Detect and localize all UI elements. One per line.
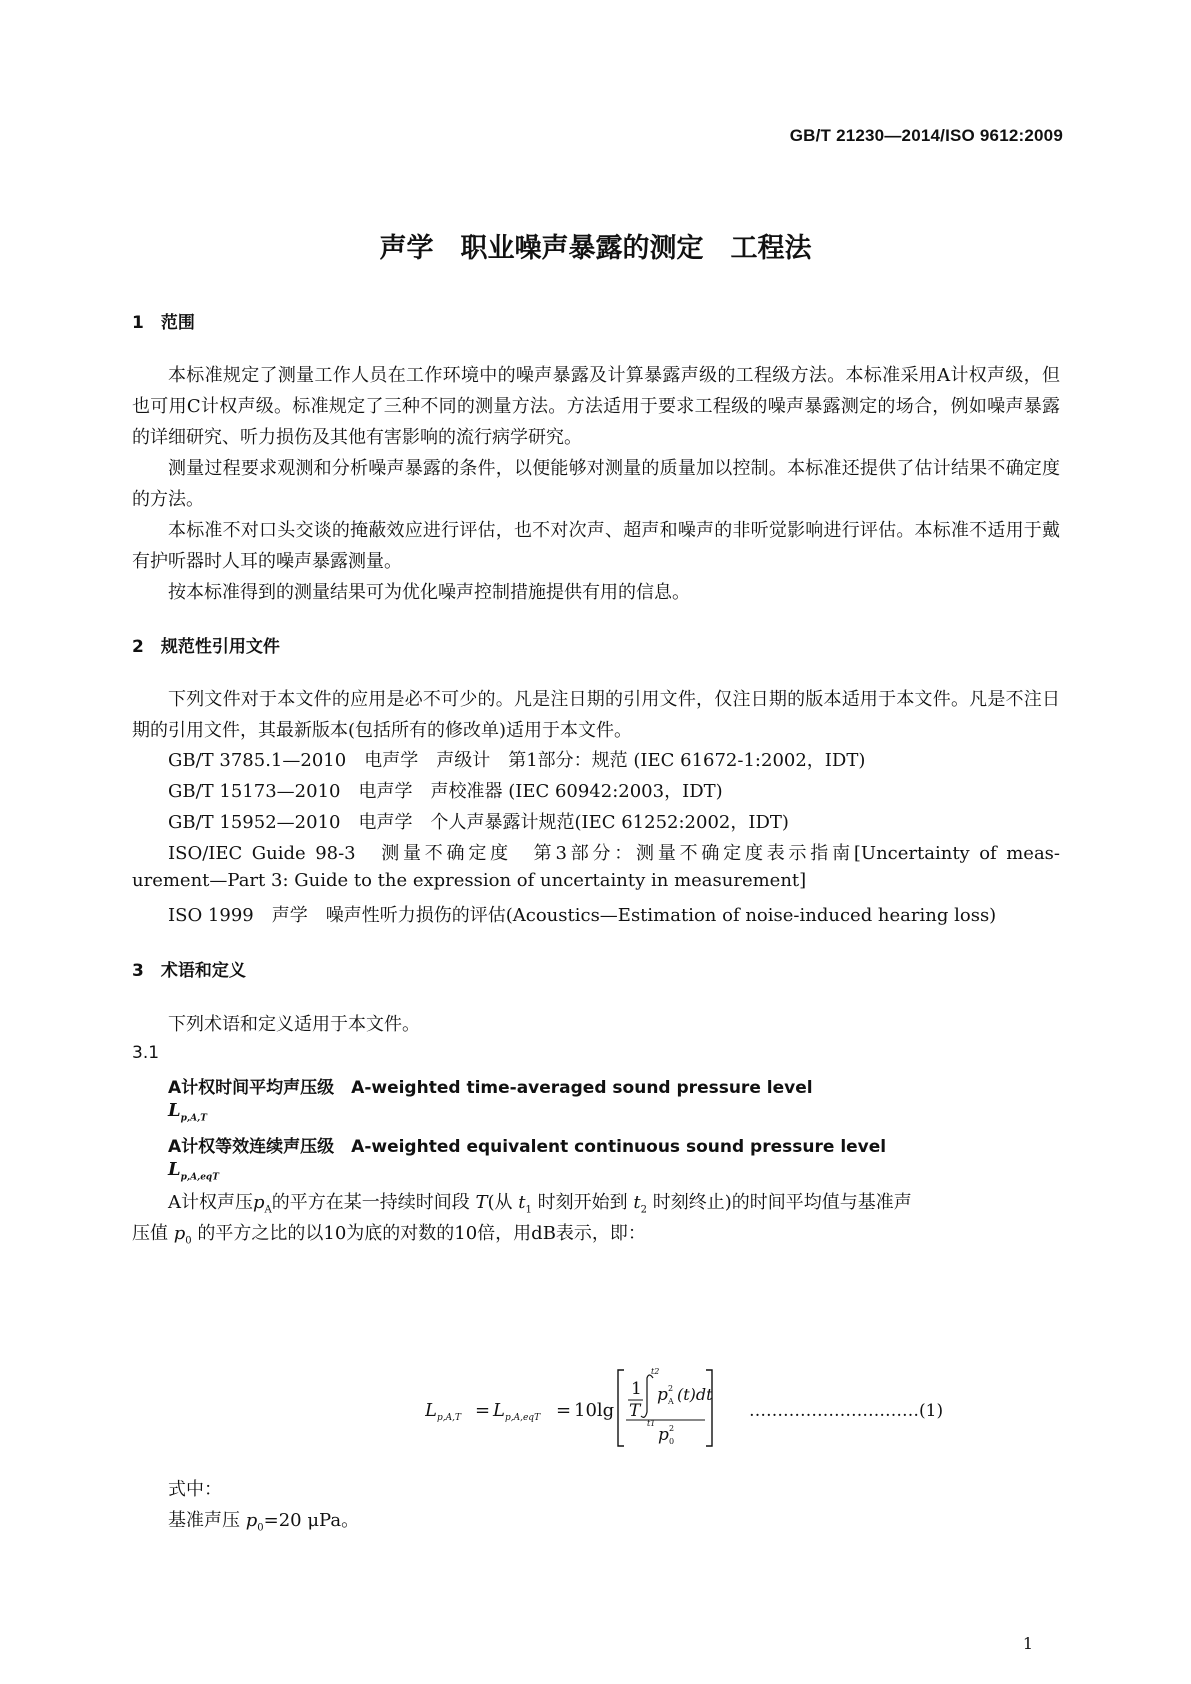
- term-number: 3.1: [132, 1043, 160, 1063]
- section-2-intro: 下列文件对于本文件的应用是必不可少的。凡是注日期的引用文件，仅注日期的版本适用于本文件。凡是不注日期的引用文件，其最新版本(包括所有的修改单)适用于本文件。: [132, 689, 1060, 741]
- equation-1: [425, 1364, 1085, 1452]
- formula-subscript: p,A,eqT: [505, 1413, 541, 1423]
- standard-code: GB/T 21230—2014/ISO 9612:2009: [789, 126, 1063, 145]
- formula-equals: =: [556, 1400, 572, 1421]
- reference-item: GB/T 15952—2010 电声学 个人声暴露计规范(IEC 61252:2002，IDT): [168, 812, 789, 833]
- section-1-paragraph-3: 本标准不对口头交谈的掩蔽效应进行评估，也不对次声、超声和噪声的非听觉影响进行评估。本标准不适用于戴有护听器时人耳的噪声暴露测量。: [132, 520, 1060, 572]
- integrand-argument: (t)dt: [677, 1385, 713, 1404]
- term-definition-line-2: 压值 $p_0$ 的平方之比的以10为底的对数的10倍，用dB表示，即：: [132, 1223, 646, 1247]
- term-name: A计权等效连续声压级 A-weighted equivalent continuous sound pressure level: [168, 1137, 887, 1157]
- reference-item: ISO/IEC Guide 98-3 测量不确定度 第3部分：测量不确定度表示指南[Uncertainty of meas-: [168, 843, 1060, 864]
- formula-equals: =: [475, 1400, 491, 1421]
- denominator-subscript: 0: [669, 1437, 675, 1446]
- reference-item: GB/T 3785.1—2010 电声学 声级计 第1部分：规范 (IEC 61672-1:2002，IDT): [168, 750, 866, 771]
- reference-item: ISO 1999 声学 噪声性听力损伤的评估(Acoustics—Estimation of noise-induced hearing loss): [168, 905, 997, 926]
- integral-upper-limit: t2: [651, 1367, 660, 1376]
- integral-lower-limit: t1: [647, 1419, 656, 1428]
- integrand: p: [657, 1385, 668, 1405]
- denominator-superscript: 2: [669, 1424, 675, 1433]
- term-definition-line-1: A计权声压$p_A$的平方在某一持续时间段 T(从 $t_1$ 时刻开始到 $t_2$ 时刻终止)的时间平均值与基准声: [168, 1192, 912, 1216]
- left-bracket: [618, 1370, 624, 1446]
- formula-symbol: L: [493, 1400, 505, 1421]
- equation-number: …………………………(1): [749, 1401, 944, 1421]
- section-1-paragraph-4: 按本标准得到的测量结果可为优化噪声控制措施提供有用的信息。: [168, 582, 690, 603]
- section-3-heading: 3 术语和定义: [132, 961, 246, 981]
- document-title: 声学 职业噪声暴露的测定 工程法: [379, 233, 812, 264]
- formula-subscript: p,A,T: [437, 1413, 461, 1423]
- reference-item-continuation: urement—Part 3: Guide to the expression of uncertainty in measurement]: [132, 870, 807, 891]
- term-name: A计权时间平均声压级 A-weighted time-averaged sound pressure level: [168, 1078, 813, 1098]
- term-symbol: $L_{p,A,T}$: [168, 1100, 207, 1124]
- denominator: p: [658, 1425, 669, 1445]
- integrand-subscript: A: [668, 1397, 674, 1406]
- fraction-denominator: T: [629, 1401, 641, 1421]
- term-symbol: $L_{p,A,eqT}$: [168, 1159, 219, 1183]
- integral-sign: [641, 1375, 653, 1417]
- section-3-intro: 下列术语和定义适用于本文件。: [168, 1014, 420, 1035]
- section-1-paragraph-2: 测量过程要求观测和分析噪声暴露的条件，以便能够对测量的质量加以控制。本标准还提供了估计结果不确定度的方法。: [132, 458, 1060, 510]
- formula-coefficient: 10lg: [574, 1400, 615, 1421]
- page-number: 1: [1022, 1634, 1033, 1653]
- reference-pressure: 基准声压 $p_0=20$ μPa。: [168, 1510, 360, 1534]
- section-2-heading: 2 规范性引用文件: [132, 637, 280, 657]
- section-1-heading: 1 范围: [132, 313, 195, 333]
- formula-symbol: L: [425, 1400, 437, 1421]
- where-label: 式中：: [168, 1479, 222, 1500]
- section-1-paragraph-1: 本标准规定了测量工作人员在工作环境中的噪声暴露及计算暴露声级的工程级方法。本标准采用A计权声级，但也可用C计权声级。标准规定了三种不同的测量方法。方法适用于要求工程级的噪声暴露测定的场合，例如噪声暴露的详细研究、听力损伤及其他有害影响的流行病学研究。: [132, 365, 1060, 448]
- right-bracket: [706, 1370, 712, 1446]
- integrand-superscript: 2: [668, 1384, 674, 1393]
- fraction-numerator: 1: [631, 1379, 642, 1399]
- reference-item: GB/T 15173—2010 电声学 声校准器 (IEC 60942:2003，IDT): [168, 781, 723, 802]
